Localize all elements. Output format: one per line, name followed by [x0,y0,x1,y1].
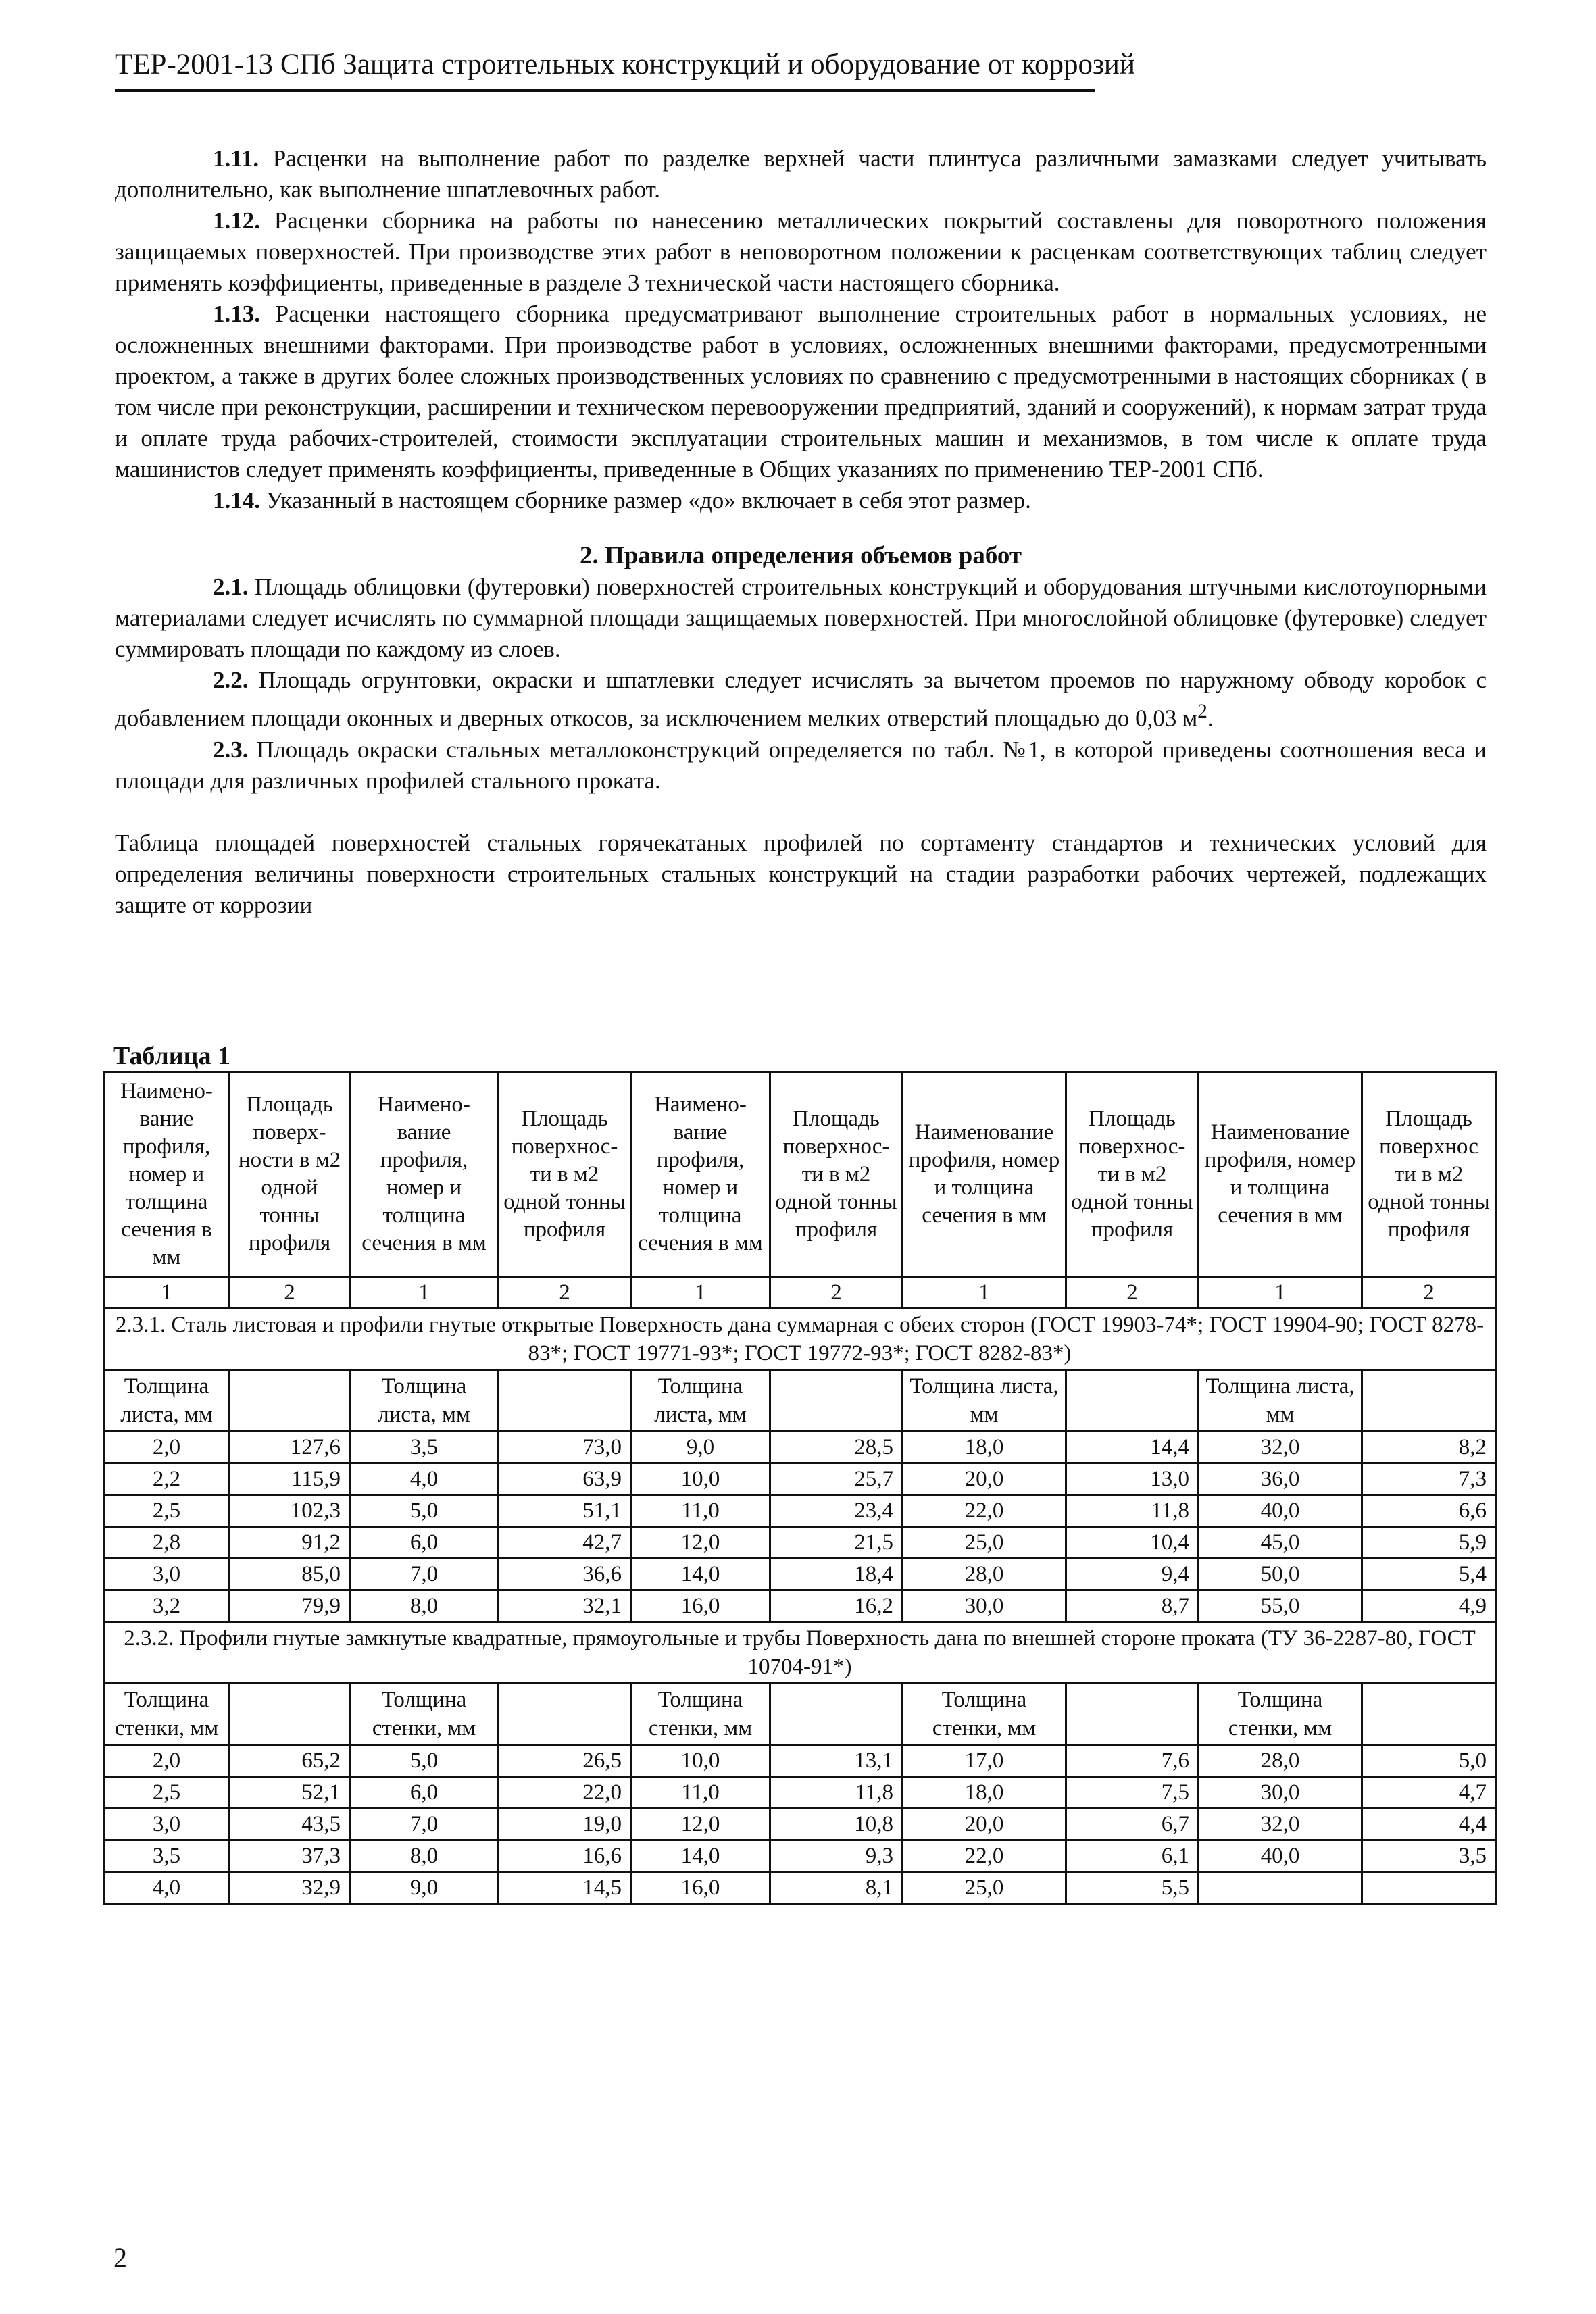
thickness-cell: 45,0 [1199,1527,1362,1559]
area-cell: 7,6 [1066,1745,1199,1777]
area-cell: 5,4 [1362,1559,1496,1590]
thickness-cell: 40,0 [1199,1495,1362,1527]
empty-cell [1066,1370,1199,1432]
table-row [104,1777,1496,1809]
header-cell: Наимено-вание профиля, номер и толщина сечения в мм [104,1072,230,1277]
area-cell: 13,0 [1066,1463,1199,1495]
area-cell: 11,8 [1066,1495,1199,1527]
area-cell: 14,4 [1066,1432,1199,1463]
table-caption: Таблица 1 [113,1042,231,1070]
thickness-label-cell: Толщина листа, мм [1199,1370,1362,1432]
column-number: 2 [499,1277,631,1309]
paragraph-2-3: 2.3. Площадь окраски стальных металлоконструкций определяется по табл. №1, в которой приведены соотношения веса и площади для различных профилей стального проката. [115,736,1487,794]
thickness-cell: 7,0 [350,1559,499,1590]
empty-cell [1066,1684,1199,1745]
header-cell: Площадь поверхнос-ти в м2 одной тонны профиля [1066,1072,1199,1277]
header-cell: Наимено-вание профиля, номер и толщина сечения в мм [350,1072,499,1277]
area-cell: 11,8 [770,1777,903,1809]
paragraph-1-12: 1.12. Расценки сборника на работы по нанесению металлических покрытий составлены для поворотного положения защищаемых поверхностей. При производстве этих работ в неповоротном положении к расценкам соответствующих таблиц следует применять коэффициенты, приведенные в разделе 3 технической части настоящего сборника. [115,207,1487,296]
thickness-cell: 32,0 [1199,1809,1362,1840]
column-number: 1 [631,1277,770,1309]
thickness-cell: 2,2 [104,1463,230,1495]
table-header-row [104,1072,1496,1277]
header-cell: Площадь поверхнос-ти в м2 одной тонны профиля [499,1072,631,1277]
header-cell: Наименование профиля, номер и толщина сечения в мм [903,1072,1066,1277]
thickness-cell: 2,5 [104,1777,230,1809]
area-cell: 4,9 [1362,1590,1496,1622]
thickness-cell: 5,0 [350,1745,499,1777]
thickness-cell: 12,0 [631,1527,770,1559]
thickness-cell: 11,0 [631,1777,770,1809]
section-title: 2. Правила определения объемов работ [579,542,1022,570]
paragraph-1-14: 1.14. Указанный в настоящем сборнике размер «до» включает в себя этот размер. [213,487,1031,513]
section-row [104,1622,1496,1684]
thickness-label-cell: Толщина стенки, мм [631,1684,770,1745]
thickness-label-cell: Толщина стенки, мм [903,1684,1066,1745]
table-row [104,1463,1496,1495]
thickness-cell: 22,0 [903,1840,1066,1872]
thickness-cell: 18,0 [903,1432,1066,1463]
thickness-cell: 4,0 [104,1872,230,1904]
thickness-cell: 25,0 [903,1527,1066,1559]
column-number: 1 [903,1277,1066,1309]
page-header: ТЕР-2001-13 СПб Защита строительных конструкций и оборудование от коррозий [115,46,1095,92]
area-cell: 79,9 [230,1590,350,1622]
empty-cell [770,1684,903,1745]
table-row [104,1559,1496,1590]
paragraph-2-2: 2.2. Площадь огрунтовки, окраски и шпатлевки следует исчислять за вычетом проемов по наружному обводу коробок с добавлением площади оконных и дверных откосов, за исключением мелких отверстий площадью до 0,03 $м^2$. [115,667,1487,732]
empty-cell [499,1370,631,1432]
area-cell: 10,4 [1066,1527,1199,1559]
paragraph-2-1: 2.1. Площадь облицовки (футеровки) поверхностей строительных конструкций и оборудования штучными кислотоупорными материалами следует исчислять по суммарной площади защищаемых поверхностей. При многослойной облицовке (футеровке) следует суммировать площади по каждому из слоев. [115,574,1487,662]
area-cell: 52,1 [230,1777,350,1809]
table-row [104,1432,1496,1463]
area-cell: 8,1 [770,1872,903,1904]
thickness-cell: 25,0 [903,1872,1066,1904]
thickness-cell: 2,0 [104,1745,230,1777]
thickness-label-cell: Толщина стенки, мм [1199,1684,1362,1745]
thickness-label-cell: Толщина листа, мм [104,1370,230,1432]
area-cell: 37,3 [230,1840,350,1872]
thickness-label-cell: Толщина листа, мм [631,1370,770,1432]
subheader-row [104,1684,1496,1745]
area-cell: 43,5 [230,1809,350,1840]
area-cell: 127,6 [230,1432,350,1463]
thickness-cell: 14,0 [631,1559,770,1590]
thickness-label-cell: Толщина листа, мм [903,1370,1066,1432]
area-cell: 115,9 [230,1463,350,1495]
surface-area-table [103,1071,1497,1905]
thickness-cell: 8,0 [350,1590,499,1622]
thickness-cell: 55,0 [1199,1590,1362,1622]
thickness-cell: 2,8 [104,1527,230,1559]
area-cell: 13,1 [770,1745,903,1777]
area-cell: 91,2 [230,1527,350,1559]
thickness-cell: 2,0 [104,1432,230,1463]
area-cell: 4,4 [1362,1809,1496,1840]
thickness-label-cell: Толщина стенки, мм [104,1684,230,1745]
thickness-cell: 32,0 [1199,1432,1362,1463]
thickness-cell: 16,0 [631,1872,770,1904]
area-cell: 14,5 [499,1872,631,1904]
table-row [104,1590,1496,1622]
header-cell: Наимено-вание профиля, номер и толщина сечения в мм [631,1072,770,1277]
empty-cell [230,1370,350,1432]
thickness-cell: 7,0 [350,1809,499,1840]
thickness-cell: 28,0 [1199,1745,1362,1777]
column-number-row [104,1277,1496,1309]
paragraph-1-13: 1.13. Расценки настоящего сборника предусматривают выполнение строительных работ в нормальных условиях, не осложненных внешними факторами. При производстве работ в условиях, осложненных внешними факторами, предусмотренными проектом, а также в других более сложных производственных условиях по сравнению с предусмотренными в настоящих сборниках ( в том числе при реконструкции, расширении и техническом перевооружении предприятий, зданий и сооружений), к нормам затрат труда и оплате труда рабочих-строителей, стоимости эксплуатации строительных машин и механизмов, в том числе к оплате труда машинистов следует применять коэффициенты, приведенные в Общих указаниях по применению ТЕР-2001 СПб. [115,301,1487,482]
area-cell: 9,4 [1066,1559,1199,1590]
paragraph-1-11: 1.11. Расценки на выполнение работ по разделке верхней части плинтуса различными замазками следует учитывать дополнительно, как выполнение шпатлевочных работ. [115,145,1487,203]
area-cell: 51,1 [499,1495,631,1527]
thickness-cell: 20,0 [903,1809,1066,1840]
area-cell: 18,4 [770,1559,903,1590]
thickness-cell: 40,0 [1199,1840,1362,1872]
area-cell: 65,2 [230,1745,350,1777]
thickness-cell: 9,0 [631,1432,770,1463]
thickness-cell: 3,5 [104,1840,230,1872]
area-cell [1362,1872,1496,1904]
area-cell: 16,2 [770,1590,903,1622]
area-cell: 28,5 [770,1432,903,1463]
area-cell: 42,7 [499,1527,631,1559]
area-cell: 6,6 [1362,1495,1496,1527]
thickness-cell: 30,0 [1199,1777,1362,1809]
area-cell: 3,5 [1362,1840,1496,1872]
area-cell: 32,9 [230,1872,350,1904]
thickness-cell: 4,0 [350,1463,499,1495]
area-cell: 32,1 [499,1590,631,1622]
table-row [104,1872,1496,1904]
area-cell: 23,4 [770,1495,903,1527]
header-cell: Площадь поверх-ности в м2 одной тонны профиля [230,1072,350,1277]
column-number: 2 [1066,1277,1199,1309]
thickness-cell: 12,0 [631,1809,770,1840]
thickness-cell: 3,5 [350,1432,499,1463]
thickness-cell: 36,0 [1199,1463,1362,1495]
thickness-cell: 10,0 [631,1463,770,1495]
column-number: 2 [770,1277,903,1309]
thickness-cell: 11,0 [631,1495,770,1527]
empty-cell [1362,1370,1496,1432]
thickness-cell: 14,0 [631,1840,770,1872]
area-cell: 8,2 [1362,1432,1496,1463]
empty-cell [770,1370,903,1432]
area-cell: 5,0 [1362,1745,1496,1777]
thickness-cell: 6,0 [350,1527,499,1559]
table-row [104,1745,1496,1777]
table-row [104,1495,1496,1527]
thickness-cell: 22,0 [903,1495,1066,1527]
header-cell: Площадь поверхнос-ти в м2 одной тонны профиля [770,1072,903,1277]
thickness-cell: 9,0 [350,1872,499,1904]
thickness-cell: 3,0 [104,1809,230,1840]
area-cell: 6,1 [1066,1840,1199,1872]
thickness-cell: 3,0 [104,1559,230,1590]
area-cell: 5,9 [1362,1527,1496,1559]
area-cell: 63,9 [499,1463,631,1495]
thickness-cell: 8,0 [350,1840,499,1872]
area-cell: 73,0 [499,1432,631,1463]
thickness-label-cell: Толщина стенки, мм [350,1684,499,1745]
thickness-cell: 18,0 [903,1777,1066,1809]
thickness-cell: 16,0 [631,1590,770,1622]
page-number: 2 [114,2242,127,2273]
thickness-label-cell: Толщина листа, мм [350,1370,499,1432]
empty-cell [230,1684,350,1745]
section-row [104,1309,1496,1370]
area-cell: 7,5 [1066,1777,1199,1809]
column-number: 1 [1199,1277,1362,1309]
area-cell: 85,0 [230,1559,350,1590]
column-number: 1 [104,1277,230,1309]
section-title-cell: 2.3.2. Профили гнутые замкнутые квадратные, прямоугольные и трубы Поверхность дана по внешней стороне проката (ТУ 36-2287-80, ГОСТ 10704-91*) [104,1622,1496,1684]
header-cell: Наименование профиля, номер и толщина сечения в мм [1199,1072,1362,1277]
table-row [104,1527,1496,1559]
table-row [104,1809,1496,1840]
area-cell: 10,8 [770,1809,903,1840]
area-cell: 4,7 [1362,1777,1496,1809]
area-cell: 21,5 [770,1527,903,1559]
thickness-cell: 28,0 [903,1559,1066,1590]
thickness-cell: 17,0 [903,1745,1066,1777]
area-cell: 25,7 [770,1463,903,1495]
thickness-cell: 50,0 [1199,1559,1362,1590]
subheader-row [104,1370,1496,1432]
column-number: 2 [1362,1277,1496,1309]
area-cell: 102,3 [230,1495,350,1527]
thickness-cell: 10,0 [631,1745,770,1777]
section-title-cell: 2.3.1. Сталь листовая и профили гнутые открытые Поверхность дана суммарная с обеих сторон (ГОСТ 19903-74*; ГОСТ 19904-90; ГОСТ 8278-83*; ГОСТ 19771-93*; ГОСТ 19772-93*; ГОСТ 8282-83*) [104,1309,1496,1370]
area-cell: 16,6 [499,1840,631,1872]
column-number: 1 [350,1277,499,1309]
thickness-cell: 3,2 [104,1590,230,1622]
thickness-cell: 2,5 [104,1495,230,1527]
thickness-cell [1199,1872,1362,1904]
thickness-cell: 6,0 [350,1777,499,1809]
thickness-cell: 30,0 [903,1590,1066,1622]
area-cell: 5,5 [1066,1872,1199,1904]
thickness-cell: 20,0 [903,1463,1066,1495]
area-cell: 22,0 [499,1777,631,1809]
area-cell: 8,7 [1066,1590,1199,1622]
thickness-cell: 5,0 [350,1495,499,1527]
body-text [115,143,1487,921]
area-cell: 26,5 [499,1745,631,1777]
area-cell: 19,0 [499,1809,631,1840]
area-cell: 6,7 [1066,1809,1199,1840]
empty-cell [1362,1684,1496,1745]
area-cell: 7,3 [1362,1463,1496,1495]
table-intro: Таблица площадей поверхностей стальных горячекатаных профилей по сортаменту стандартов и технических условий для определения величины поверхности строительных стальных конструкций на стадии разработки рабочих чертежей, подлежащих защите от коррозии [115,829,1487,918]
empty-cell [499,1684,631,1745]
column-number: 2 [230,1277,350,1309]
header-cell: Площадь поверхнос ти в м2 одной тонны профиля [1362,1072,1496,1277]
table-row [104,1840,1496,1872]
area-cell: 36,6 [499,1559,631,1590]
area-cell: 9,3 [770,1840,903,1872]
